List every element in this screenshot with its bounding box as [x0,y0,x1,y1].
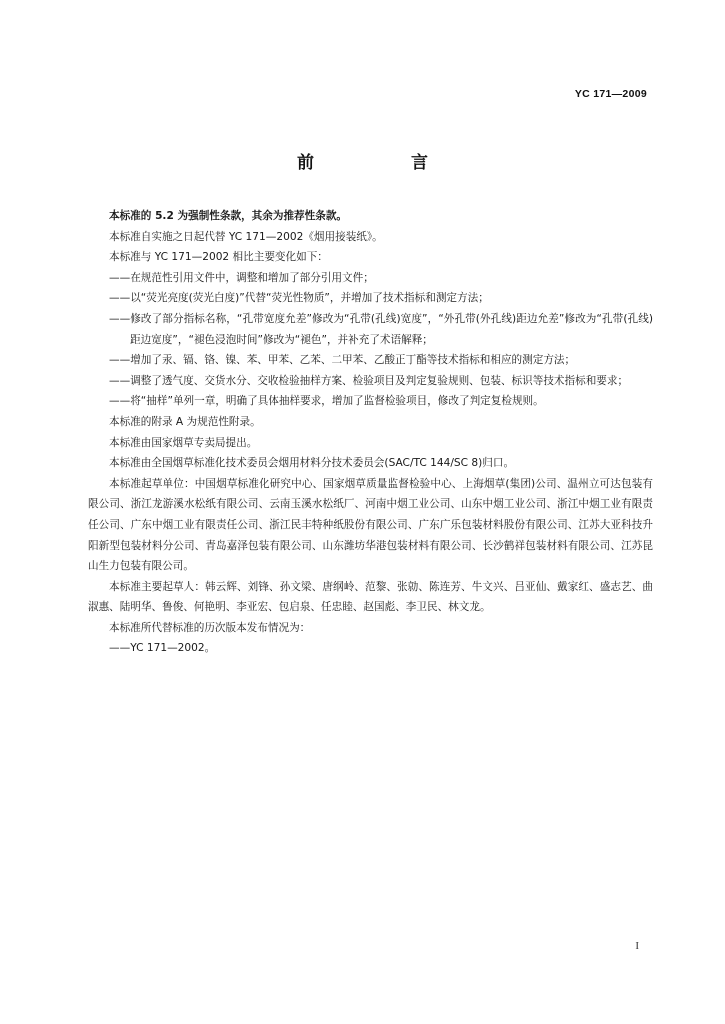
change-item-sampling: ——将“抽样”单列一章，明确了具体抽样要求，增加了监督检验项目，修改了判定复检规则。 [109,395,544,408]
change-item-references: ——在规范性引用文件中，调整和增加了部分引用文件； [109,271,374,284]
page-title: 前 言 [297,153,468,173]
change-item-adjustments: ——调整了透气度、交货水分、交收检验抽样方案、检验项目及判定复验规则、包装、标识等技术指标和要求； [109,374,629,387]
paragraph-responsible-committee: 本标准由全国烟草标准化技术委员会烟用材料分技术委员会(SAC/TC 144/SC 8)归口。 [109,457,515,470]
page-number: I [635,940,639,952]
paragraph-replaces: 本标准自实施之日起代替 YC 171—2002《烟用接装纸》。 [109,230,383,243]
change-item-heavy-metals: ——增加了汞、镉、铬、镍、苯、甲苯、乙苯、二甲苯、乙酸正丁酯等技术指标和相应的测定方法； [109,354,576,367]
change-item-fluorescence: ——以“荧光亮度(荧光白度)”代替“荧光性物质”，并增加了技术指标和测定方法； [109,292,489,305]
paragraph-changes-intro: 本标准与 YC 171—2002 相比主要变化如下： [109,251,328,264]
paragraph-history-intro: 本标准所代替标准的历次版本发布情况为： [109,621,311,634]
paragraph-drafting-units: 本标准起草单位：中国烟草标准化研究中心、国家烟草质量监督检验中心、上海烟草(集团)公司、温州立可达包装有限公司、浙江龙游溪水松纸有限公司、云南玉溪水松纸厂、河南中烟工业公司、山东中烟工业公司、浙江中烟工业有限责任公司、广东中烟工业有限责任公司、浙江民丰特种纸股份有限公司、广东广乐包装材料股份有限公司、江苏大亚科技升阳新型包装材料分公司、青岛嘉泽包装有限公司、山东潍坊华港包装材料有限公司、长沙鹤祥包装材料有限公司、江苏昆山生力包装有限公司。 [88,477,653,573]
paragraph-annex: 本标准的附录 A 为规范性附录。 [109,415,261,428]
history-item-previous-edition: ——YC 171—2002。 [109,642,216,655]
paragraph-drafters: 本标准主要起草人：韩云辉、刘锋、孙文梁、唐纲岭、范黎、张勍、陈连芳、牛文兴、吕亚仙、戴家红、盛志艺、曲淑惠、陆明华、鲁俊、何艳明、李亚宏、包启泉、任忠睦、赵国彪、李卫民、林文龙。 [88,580,653,614]
change-item-indicator-names: ——修改了部分指标名称，“孔带宽度允差”修改为“孔带(孔线)宽度”，“外孔带(外孔线)距边允差”修改为“孔带(孔线)距边宽度”，“褪色浸泡时间”修改为“褪色”，并补充了术语解释； [109,312,653,346]
paragraph-proposed-by: 本标准由国家烟草专卖局提出。 [109,436,258,449]
paragraph-mandatory-clause: 本标准的 5.2 为强制性条款，其余为推荐性条款。 [109,210,348,222]
foreword-body [88,206,653,659]
standard-code: YC 171—2009 [574,88,647,100]
